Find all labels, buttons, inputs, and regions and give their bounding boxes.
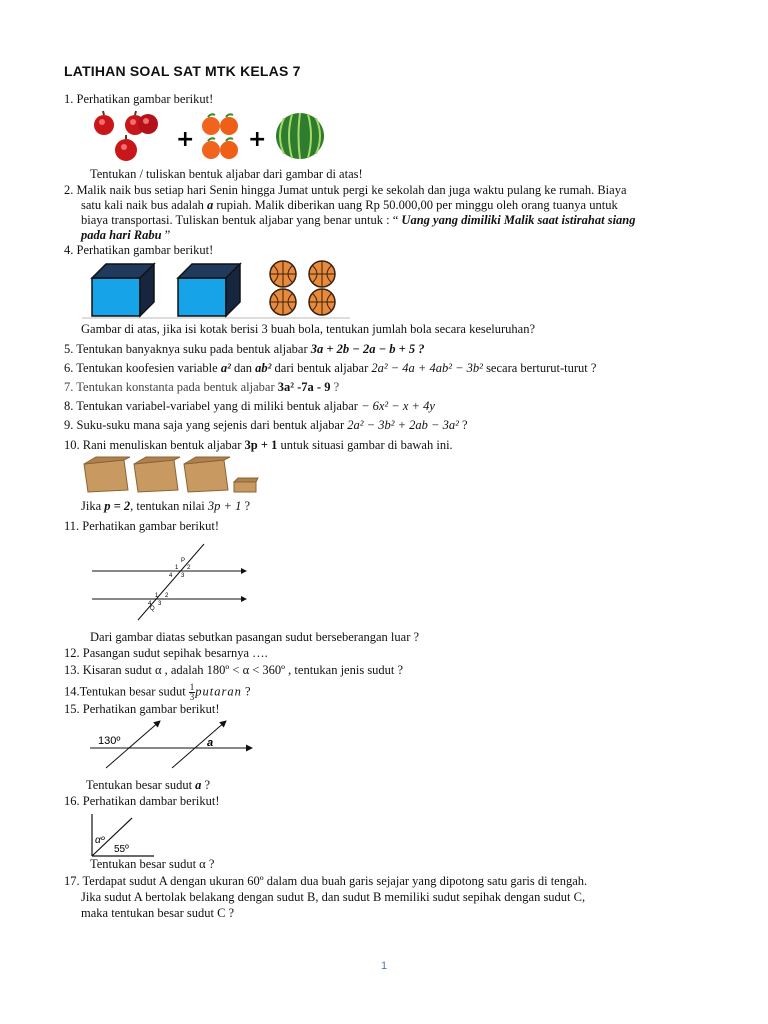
question-6: 6. Tentukan koofesien variable a² dan ab² dari bentuk aljabar 2a² − 4a + 4ab² − 3b² secara berturut-turut ? [64,361,597,375]
box-ball-image [80,258,350,320]
svg-text:2: 2 [165,593,169,599]
box-icon [178,264,240,316]
svg-text:Q: Q [150,606,155,612]
question-14: 14.Tentukan besar sudut $\frac{1}{3}$ putaran ? [64,682,251,702]
question-15: 15. Perhatikan gambar berikut! [64,702,220,716]
transversal-line [138,544,204,620]
angle-a-label: a [207,737,214,749]
svg-text:1: 1 [175,565,179,571]
svg-text:1: 1 [155,593,159,599]
parallel-lines-diagram [86,540,256,622]
question-2-line-3: biaya transportasi. Tuliskan bentuk aljabar yang benar untuk : “ Uang yang dimiliki Malik saat istirahat siang [81,213,636,227]
question-11: 11. Perhatikan gambar berikut! [64,519,220,533]
orange-icon [202,114,238,159]
question-2-line-2: satu kali naik bus adalah a rupiah. Malik diberikan uang Rp 50.000,00 per minggu oleh orang tuanya untuk [81,198,618,212]
angle-130-diagram [88,718,260,772]
question-4: 4. Perhatikan gambar berikut! [64,243,214,257]
page-number: 1 [381,960,388,972]
question-17-line-3: maka tentukan besar sudut C ? [81,906,235,920]
svg-text:3: 3 [158,601,162,607]
question-9: 9. Suku-suku mana saja yang sejenis dari bentuk aljabar 2a² − 3b² + 2ab − 3a² ? [64,418,468,432]
question-15-instruction: Tentukan besar sudut a ? [86,778,211,792]
question-1: 1. Perhatikan gambar berikut! [64,92,214,106]
fruit-image [88,108,333,166]
svg-text:3: 3 [181,573,185,579]
question-8: 8. Tentukan variabel-variabel yang di miliki bentuk aljabar − 6x² − x + 4y [64,399,435,413]
plus-sign: + [248,127,267,152]
watermelon-icon [276,113,324,159]
question-4-instruction: Gambar di atas, jika isi kotak berisi 3 buah bola, tentukan jumlah bola secara keseluruhan? [81,322,536,336]
angle-130-label: 130º [98,735,121,747]
question-10: 10. Rani menuliskan bentuk aljabar 3p + 1 untuk situasi gambar di bawah ini. [64,438,453,452]
svg-text:2: 2 [187,565,191,571]
question-10-sub: Jika p = 2, tentukan nilai 3p + 1 ? [81,499,251,513]
question-17-line-2: Jika sudut A bertolak belakang dengan sudut B, dan sudut B memiliki sudut sepihak dengan sudut C, [81,890,586,904]
box-icon [92,264,154,316]
basketball-icon [270,261,335,315]
document-title: LATIHAN SOAL SAT MTK KELAS 7 [64,63,301,79]
question-5: 5. Tentukan banyaknya suku pada bentuk aljabar 3a + 2b − 2a − b + 5 ? [64,342,425,356]
question-1-instruction: Tentukan / tuliskan bentuk aljabar dari gambar di atas! [90,167,363,181]
question-16: 16. Perhatikan dambar berikut! [64,794,220,808]
question-7: 7. Tentukan konstanta pada bentuk aljabar 3a² -7a - 9 ? [64,380,340,394]
question-16-instruction: Tentukan besar sudut α ? [90,857,215,871]
cardboard-box-icon [84,457,258,492]
question-17-line-1: 17. Terdapat sudut A dengan ukuran 60º dalam dua buah garis sejajar yang dipotong satu garis di tengah. [64,874,588,888]
plus-sign: + [176,127,195,152]
question-13: 13. Kisaran sudut α , adalah 180º < α < 360º , tentukan jenis sudut ? [64,663,404,677]
cardboard-boxes-image [80,456,260,494]
angle-55-diagram [86,812,158,860]
svg-text:4: 4 [148,601,152,607]
svg-text:P: P [181,558,186,564]
question-12: 12. Pasangan sudut sepihak besarnya …. [64,646,268,660]
apple-icon [94,111,158,161]
angle-55-label: 55º [114,844,129,855]
alpha-label: αº [95,835,105,846]
question-2-line-4: pada hari Rabu ” [81,228,171,242]
question-11-instruction: Dari gambar diatas sebutkan pasangan sudut berseberangan luar ? [90,630,420,644]
svg-text:4: 4 [169,573,173,579]
question-2-line-1: 2. Malik naik bus setiap hari Senin hingga Jumat untuk pergi ke sekolah dan juga waktu pulang ke rumah. Biaya [64,183,627,197]
